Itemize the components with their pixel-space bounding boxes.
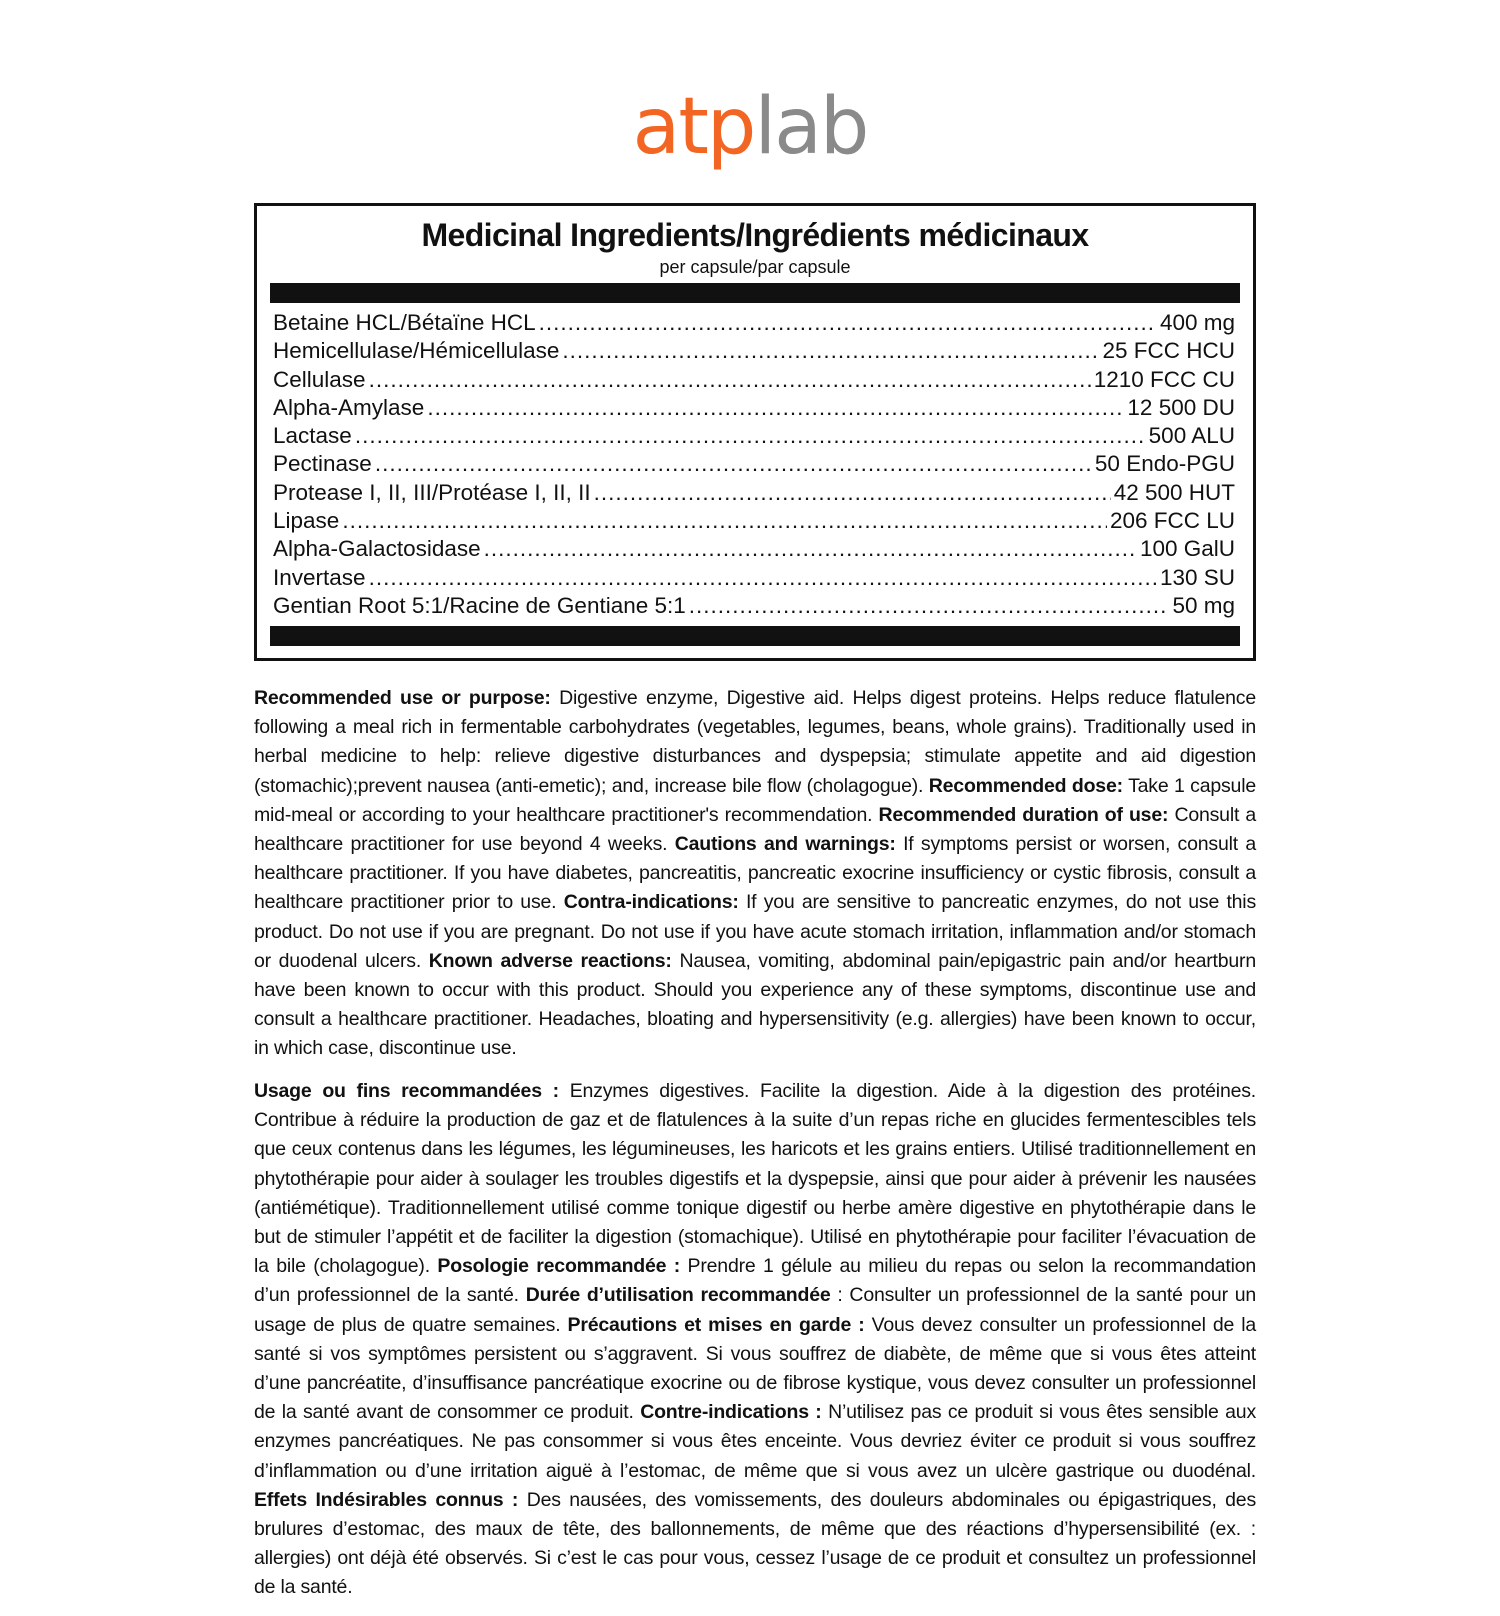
dot-leader	[539, 309, 1157, 337]
ingredient-amount: 130 SU	[1159, 564, 1235, 590]
en-adverse-label: Known adverse reactions:	[428, 949, 672, 972]
ingredient-row	[273, 422, 1235, 450]
ingredient-amount: 500 ALU	[1148, 423, 1235, 449]
ingredient-amount: 400 mg	[1159, 310, 1235, 335]
panel-subtitle: per capsule/par capsule	[659, 257, 851, 277]
en-duration-label: Recommended duration of use:	[878, 803, 1169, 826]
fr-adverse-label: Effets Indésirables connus :	[254, 1488, 519, 1511]
dot-leader	[369, 564, 1157, 592]
fr-dose-text: Prendre 1 gélule au milieu du repas ou selon la recommandation d’un professionnel de la santé.	[254, 1255, 1256, 1307]
dot-leader	[594, 479, 1111, 507]
fr-contra-text: N’utilisez pas ce produit si vous êtes sensible aux enzymes pancréatiques. Ne pas consommer si vous êtes enceinte. Vous devriez éviter ce produit si vous souffrez d’inflammation ou d’une irritation aiguë à l’estomac, de même que si vous avez un ulcère gastrique ou duodénal.	[254, 1401, 1256, 1482]
en-contra-text: If you are sensitive to pancreatic enzymes, do not use this product. Do not use if you are pregnant. Do not use if you have acute stomach irritation, inflammation and/or stomach or duodenal ulcers.	[254, 891, 1256, 972]
fr-contra-label: Contre-indications :	[640, 1401, 822, 1424]
panel-top-rule	[270, 283, 1240, 303]
ingredient-amount: 42 500 HUT	[1113, 479, 1235, 505]
fr-cautions-label: Précautions et mises en garde :	[567, 1313, 865, 1336]
ingredient-amount: 50 mg	[1172, 592, 1235, 618]
en-use-text: Digestive enzyme, Digestive aid. Helps digest proteins. Helps reduce flatulence following a meal rich in fermentable carbohydrates (vegetables, legumes, beans, whole grains). Traditionally used in herbal medicine to help: relieve digestive disturbances and dyspepsia; stimulate appetite and aid digestion (stomachic);prevent nausea (anti-emetic); and, increase bile flow (cholagogue).	[254, 687, 1256, 797]
ingredient-row	[273, 564, 1235, 592]
ingredient-name: Hemicellulase/Hémicellulase	[273, 338, 560, 364]
ingredient-row	[273, 366, 1235, 394]
fr-use-text: Enzymes digestives. Facilite la digestion. Aide à la digestion des protéines. Contribue à réduire la production de gaz et de flatulences à la suite d’un repas riche en glucides fermentescibles tels que ceux contenus dans les légumes, les légumineuses, les haricots et les grains entiers. Utilisé traditionnellement en phytothérapie pour aider à soulager les troubles digestifs et la dyspepsie, ainsi que pour aider à prévenir les nausées (antiémétique). Traditionnellement utilisé comme tonique digestif ou herbe amère digestive en phytothérapie dans le but de stimuler l’appétit et de faciliter la digestion (stomachique). Utilisé en phytothérapie pour faciliter l’évacuation de la bile (cholagogue).	[254, 1080, 1256, 1278]
ingredient-list	[273, 309, 1235, 620]
medicinal-ingredients-panel	[254, 203, 1256, 661]
ingredient-name: Invertase	[273, 564, 366, 590]
ingredient-amount: 50 Endo-PGU	[1094, 451, 1235, 477]
fr-dose-label: Posologie recommandée :	[437, 1255, 681, 1278]
fr-use-label: Usage ou fins recommandées :	[254, 1080, 559, 1102]
ingredient-name: Lactase	[273, 423, 352, 449]
fr-duration-label: Durée d’utilisation recommandée	[525, 1284, 831, 1307]
dot-leader	[355, 422, 1146, 450]
ingredient-row	[273, 507, 1235, 535]
ingredient-amount: 100 GalU	[1139, 536, 1235, 562]
en-dose-text: Take 1 capsule mid-meal or according to your healthcare practitioner's recommendation.	[254, 774, 1256, 826]
en-adverse-text: Nausea, vomiting, abdominal pain/epigastric pain and/or heartburn have been known to occur with this product. Should you experience any of these symptoms, discontinue use and consult a healthcare practitioner. Headaches, bloating and hypersensitivity (e.g. allergies) have been known to occur, in which case, discontinue use.	[254, 949, 1256, 1060]
ingredient-amount: 25 FCC HCU	[1102, 338, 1235, 364]
ingredient-amount: 1210 FCC CU	[1093, 366, 1235, 392]
ingredient-amount: 12 500 DU	[1127, 394, 1235, 420]
ingredient-name: Cellulase	[273, 366, 366, 392]
ingredient-name: Lipase	[273, 508, 340, 534]
en-dose-label: Recommended dose:	[928, 774, 1123, 797]
ingredient-row	[273, 479, 1235, 507]
dot-leader	[562, 337, 1099, 365]
dot-leader	[369, 366, 1091, 394]
panel-bottom-rule	[270, 626, 1240, 646]
ingredient-name: Gentian Root 5:1/Racine de Gentiane 5:1	[273, 592, 686, 618]
ingredient-name: Protease I, II, III/Protéase I, II, II	[273, 479, 591, 505]
fr-duration-text: : Consulter un professionnel de la santé pour un usage de plus de quatre semaines.	[254, 1284, 1256, 1336]
logo-lab: lab	[754, 82, 868, 172]
dot-leader	[342, 507, 1107, 535]
panel-title: Medicinal Ingredients/Ingrédients médicinaux	[421, 217, 1089, 253]
ingredient-row	[273, 309, 1235, 337]
en-cautions-label: Cautions and warnings:	[674, 833, 896, 856]
ingredient-amount: 206 FCC LU	[1109, 508, 1235, 534]
ingredient-name: Pectinase	[273, 451, 372, 477]
fr-adverse-text: Des nausées, des vomissements, des douleurs abdominales ou épigastriques, des brulures d’estomac, des maux de tête, des ballonnements, de même que des réactions d’hypersensibilité (ex. : allergies) ont déjà été observés. Si c’est le cas pour vous, cessez l’usage de ce produit et consultez un professionnel de la santé.	[254, 1488, 1256, 1599]
ingredient-row	[273, 592, 1235, 620]
french-directions	[254, 1077, 1256, 1603]
logo-atp: atp	[632, 82, 755, 172]
ingredient-name: Alpha-Galactosidase	[273, 536, 481, 562]
en-cautions-text: If symptoms persist or worsen, consult a healthcare practitioner. If you have diabetes, pancreatitis, pancreatic exocrine insufficiency or cystic fibrosis, consult a healthcare practitioner prior to use.	[254, 833, 1256, 914]
ingredient-row	[273, 394, 1235, 422]
ingredient-row	[273, 337, 1235, 365]
dot-leader	[427, 394, 1124, 422]
ingredient-row	[273, 450, 1235, 478]
ingredient-name: Alpha-Amylase	[273, 394, 425, 420]
ingredient-row	[273, 535, 1235, 563]
en-contra-label: Contra-indications:	[563, 891, 739, 914]
dot-leader	[689, 592, 1170, 620]
atplab-logo	[0, 82, 1500, 172]
fr-cautions-text: Vous devez consulter un professionnel de la santé si vos symptômes persistent ou s’aggravent. Si vous souffrez de diabète, de même que si vous êtes atteint d’une pancréatite, d’insuffisance pancréatique exocrine ou de fibrose kystique, vous devez consulter un professionnel de la santé avant de consommer ce produit.	[254, 1313, 1257, 1424]
dot-leader	[375, 450, 1092, 478]
en-use-label: Recommended use or purpose:	[254, 687, 551, 709]
english-directions	[254, 684, 1256, 1064]
ingredient-name: Betaine HCL/Bétaïne HCL	[273, 310, 536, 335]
en-duration-text: Consult a healthcare practitioner for use beyond 4 weeks.	[254, 803, 1256, 856]
dot-leader	[484, 535, 1137, 563]
